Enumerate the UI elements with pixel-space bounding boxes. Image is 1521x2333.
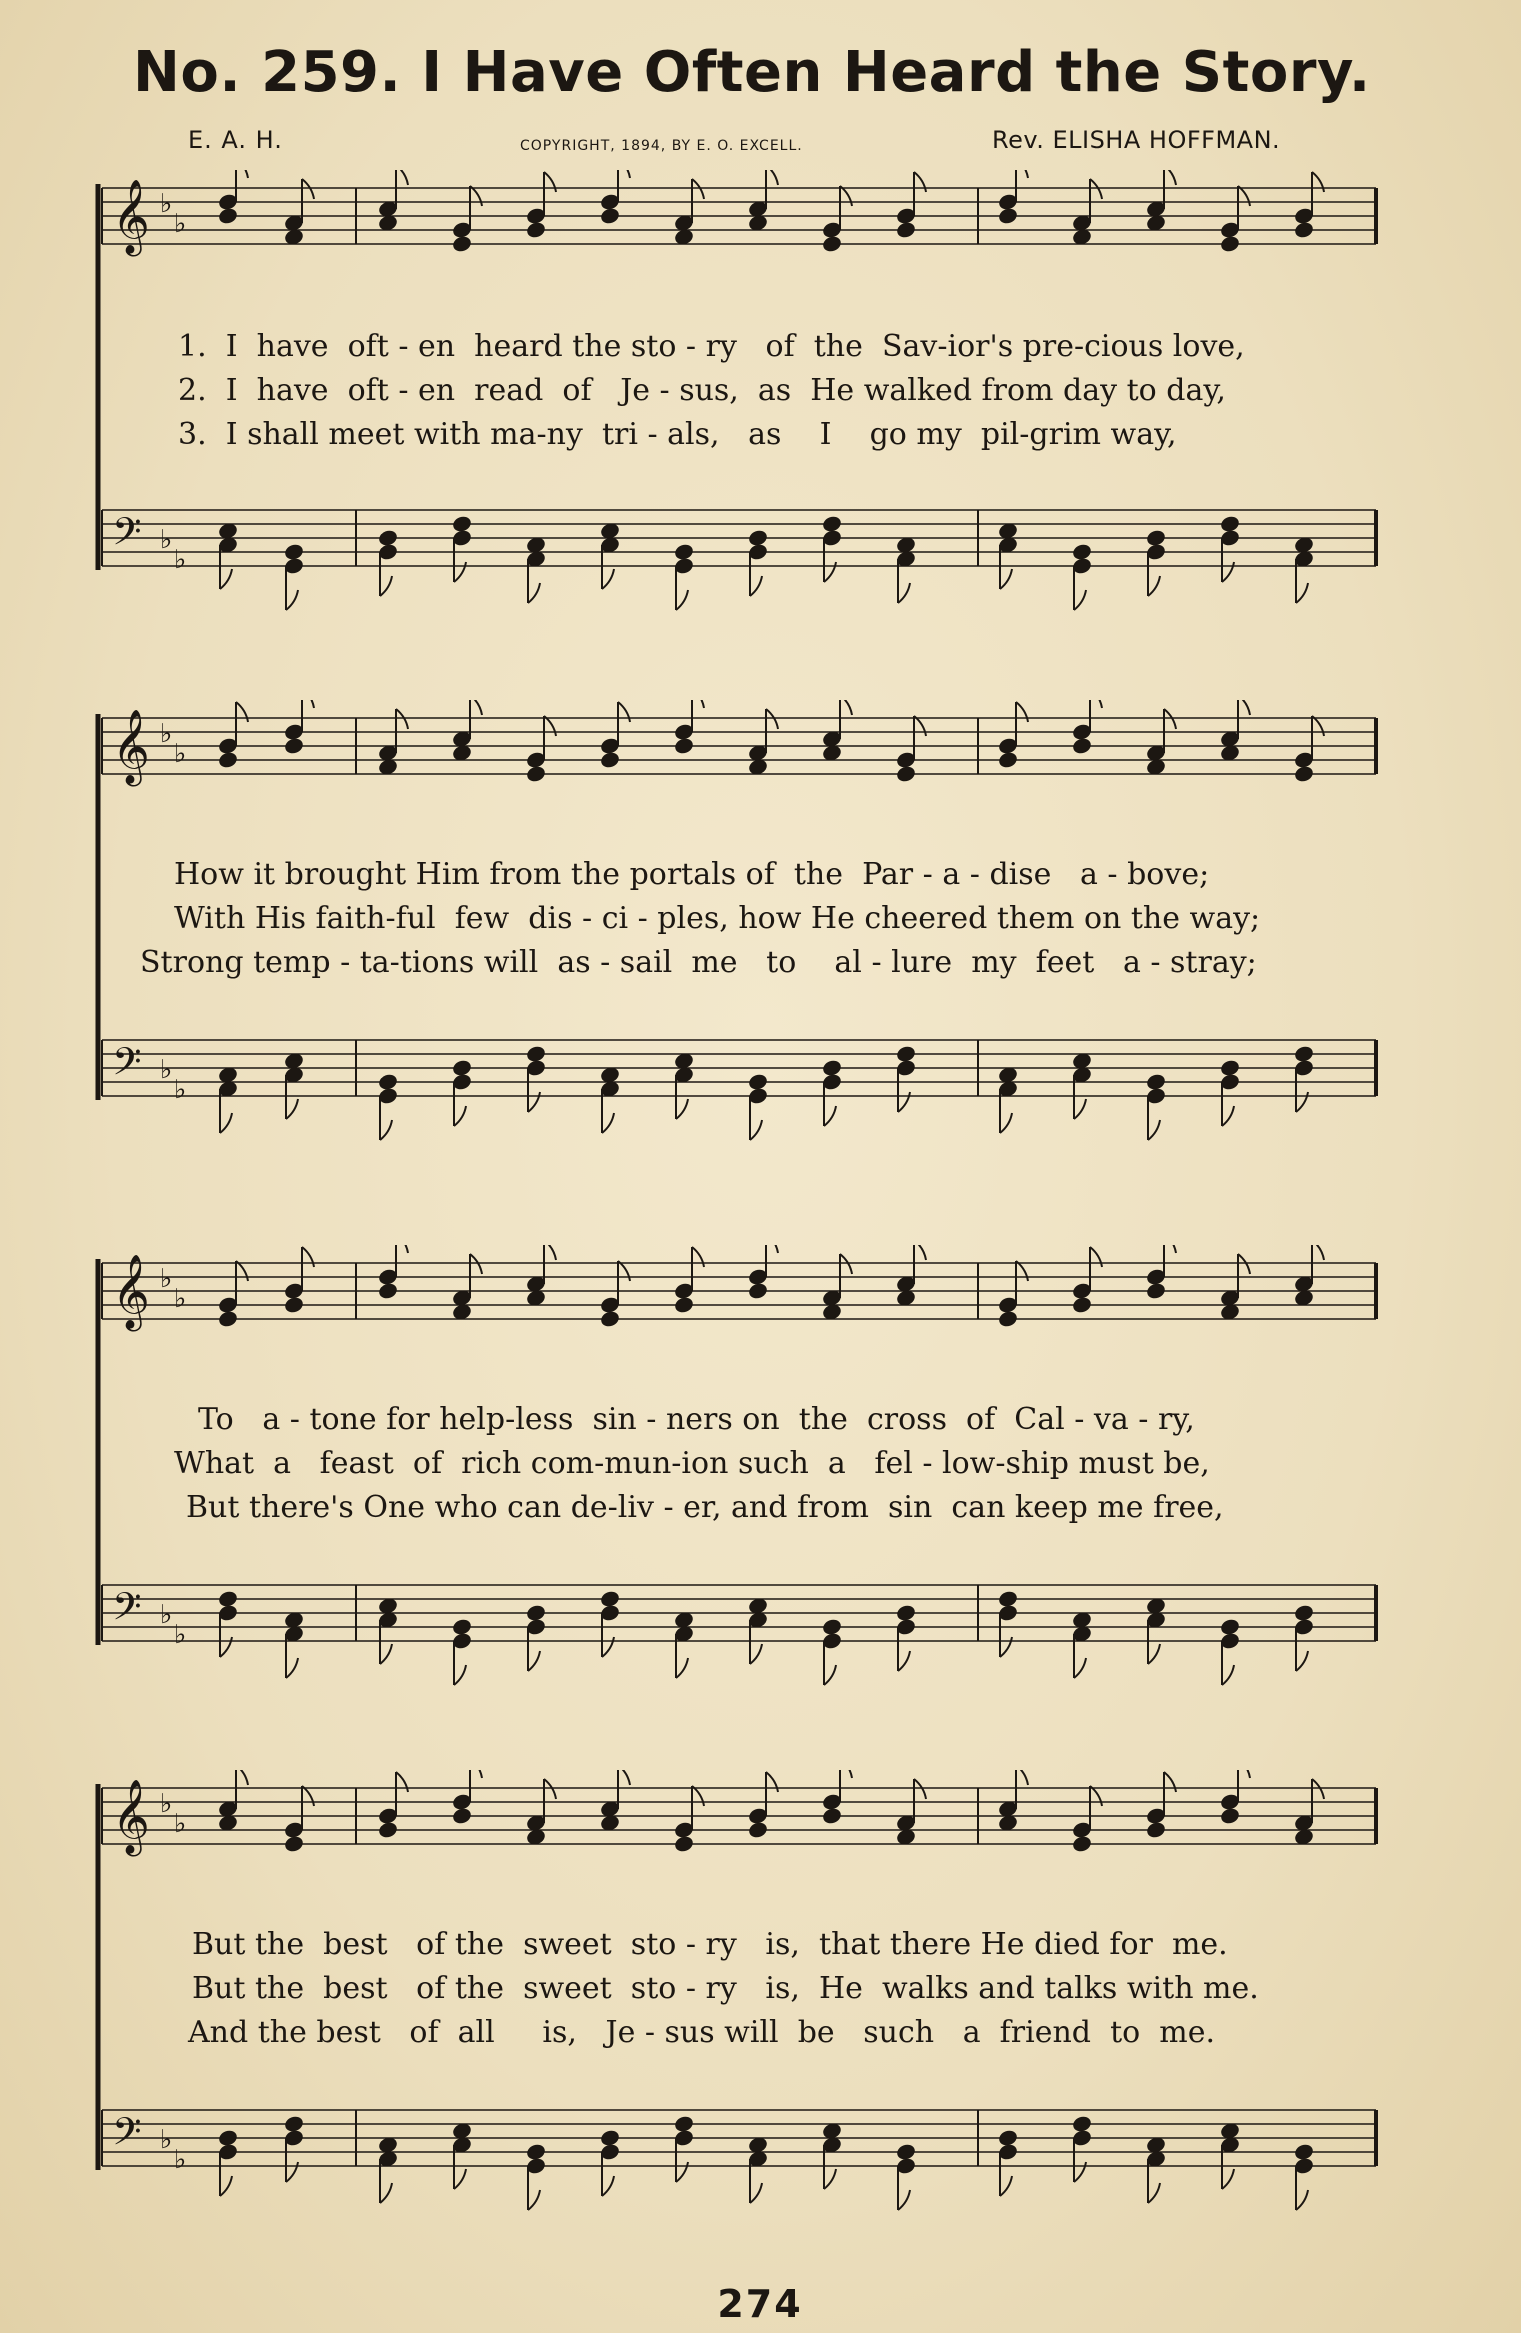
note-flag <box>618 170 630 178</box>
note-head <box>673 1295 695 1314</box>
note-flag <box>824 1665 836 1685</box>
note-flag <box>1016 702 1028 722</box>
note-head <box>451 1617 473 1636</box>
note-flag <box>528 1651 540 1671</box>
note-head <box>377 1072 399 1091</box>
note-flag <box>676 590 688 610</box>
music-system-3 <box>88 1245 1388 1705</box>
note-flag <box>1148 1120 1160 1140</box>
note-flag <box>1312 1245 1324 1260</box>
note-head <box>283 542 305 561</box>
lyric-line-verse-2: With His faith-ful few dis - ci - ples, how He cheered them on the way; <box>174 901 1261 936</box>
note-flag <box>824 1106 836 1126</box>
note-head <box>283 1834 305 1853</box>
note-flag <box>1296 1651 1308 1671</box>
note-flag <box>236 1770 248 1785</box>
note-head <box>451 1806 473 1825</box>
note-head <box>283 736 305 755</box>
note-flag <box>380 1644 392 1664</box>
treble-clef-icon: 𝄞 <box>112 180 150 254</box>
lyric-line-verse-3: And the best of all is, Je - sus will be such a friend to me. <box>188 2015 1216 2050</box>
flat-icon: ♭ <box>174 1620 187 1650</box>
note-flag <box>380 1120 392 1140</box>
hymn-title: No. 259. I Have Often Heard the Story. <box>133 40 1371 105</box>
note-head <box>821 514 843 533</box>
note-flag <box>766 170 778 185</box>
note-flag <box>396 170 408 185</box>
note-flag <box>454 562 466 582</box>
flat-icon: ♭ <box>174 2145 187 2175</box>
note-flag <box>824 562 836 582</box>
note-head <box>1071 2114 1093 2133</box>
note-head <box>1219 1058 1241 1077</box>
note-flag <box>1296 1092 1308 1112</box>
note-flag <box>544 716 556 736</box>
note-flag <box>1074 590 1086 610</box>
note-head <box>997 2128 1019 2147</box>
note-flag <box>618 702 630 722</box>
note-head <box>451 234 473 253</box>
note-flag <box>1090 1247 1102 1267</box>
note-head <box>673 2114 695 2133</box>
bass-clef-icon: 𝄢 <box>112 509 142 563</box>
note-flag <box>220 2176 232 2196</box>
note-flag <box>470 700 482 715</box>
note-flag <box>914 1779 926 1799</box>
note-flag <box>692 1786 704 1806</box>
note-flag <box>454 1106 466 1126</box>
note-flag <box>1074 1099 1086 1119</box>
lyric-line-verse-1: How it brought Him from the portals of the Par - a - dise a - bove; <box>174 857 1210 892</box>
note-flag <box>1090 700 1102 708</box>
treble-clef-icon: 𝄞 <box>112 710 150 784</box>
note-flag <box>286 1658 298 1678</box>
note-head <box>1293 1603 1315 1622</box>
note-flag <box>302 700 314 708</box>
note-flag <box>1016 1261 1028 1281</box>
flat-icon: ♭ <box>160 2125 173 2155</box>
note-head <box>525 220 547 239</box>
note-flag <box>676 1658 688 1678</box>
bass-clef-icon: 𝄢 <box>112 1039 142 1093</box>
note-head <box>599 750 621 769</box>
note-head <box>895 1044 917 1063</box>
note-flag <box>602 2176 614 2196</box>
note-head <box>895 220 917 239</box>
note-flag <box>750 576 762 596</box>
note-flag <box>454 1665 466 1685</box>
note-flag <box>1296 2190 1308 2210</box>
note-flag <box>236 1261 248 1281</box>
note-flag <box>914 1245 926 1260</box>
note-head <box>1071 1295 1093 1314</box>
note-flag <box>470 1770 482 1778</box>
copyright-notice: COPYRIGHT, 1894, BY E. O. EXCELL. <box>520 138 803 154</box>
note-head <box>997 206 1019 225</box>
note-flag <box>286 590 298 610</box>
flat-icon: ♭ <box>160 719 173 749</box>
note-flag <box>1148 576 1160 596</box>
treble-clef-icon: 𝄞 <box>112 1255 150 1329</box>
note-head <box>377 528 399 547</box>
note-head <box>217 206 239 225</box>
note-flag <box>528 583 540 603</box>
note-flag <box>544 172 556 192</box>
flat-icon: ♭ <box>160 1264 173 1294</box>
note-head <box>451 514 473 533</box>
note-flag <box>692 700 704 708</box>
lyric-line-verse-1: To a - tone for help-less sin - ners on the cross of Cal - va - ry, <box>198 1402 1195 1437</box>
note-flag <box>840 1770 852 1778</box>
note-head <box>525 1044 547 1063</box>
note-head <box>821 1058 843 1077</box>
note-flag <box>1148 1644 1160 1664</box>
note-head <box>525 764 547 783</box>
lyric-line-verse-2: What a feast of rich com-mun-ion such a fel - low-ship must be, <box>174 1446 1210 1481</box>
note-flag <box>914 172 926 192</box>
note-head <box>1293 764 1315 783</box>
flat-icon: ♭ <box>160 1789 173 1819</box>
note-flag <box>470 186 482 206</box>
note-flag <box>898 583 910 603</box>
note-head <box>1219 514 1241 533</box>
note-flag <box>302 1786 314 1806</box>
note-flag <box>380 576 392 596</box>
music-system-2 <box>88 700 1388 1160</box>
note-flag <box>380 2183 392 2203</box>
note-flag <box>1000 1637 1012 1657</box>
note-head <box>1293 1044 1315 1063</box>
note-head <box>599 206 621 225</box>
note-head <box>1071 542 1093 561</box>
note-flag <box>544 1779 556 1799</box>
note-flag <box>528 2190 540 2210</box>
note-head <box>1145 1072 1167 1091</box>
note-flag <box>766 1245 778 1253</box>
note-head <box>1219 1617 1241 1636</box>
lyric-line-verse-2: 2. I have oft - en read of Je - sus, as He walked from day to day, <box>178 373 1226 408</box>
music-system-4 <box>88 1770 1388 2230</box>
note-flag <box>544 1245 556 1260</box>
note-head <box>599 1589 621 1608</box>
note-flag <box>692 179 704 199</box>
page-number: 274 <box>717 2282 803 2326</box>
note-flag <box>1164 170 1176 185</box>
note-head <box>599 1309 621 1328</box>
note-flag <box>1000 1113 1012 1133</box>
note-flag <box>236 170 248 178</box>
note-flag <box>618 1261 630 1281</box>
note-flag <box>750 2183 762 2203</box>
note-head <box>451 1058 473 1077</box>
note-flag <box>840 1254 852 1274</box>
note-flag <box>470 1254 482 1274</box>
composer-credit: E. A. H. <box>188 126 283 154</box>
lyric-line-verse-3: 3. I shall meet with ma-ny tri - als, as I go my pil-grim way, <box>178 417 1177 452</box>
note-head <box>217 750 239 769</box>
note-flag <box>396 1772 408 1792</box>
note-flag <box>220 1637 232 1657</box>
note-head <box>673 736 695 755</box>
note-head <box>1071 1834 1093 1853</box>
note-head <box>821 234 843 253</box>
note-head <box>217 1589 239 1608</box>
flat-icon: ♭ <box>160 1600 173 1630</box>
note-flag <box>1222 1665 1234 1685</box>
note-flag <box>750 1120 762 1140</box>
note-flag <box>1000 2176 1012 2196</box>
flat-icon: ♭ <box>160 525 173 555</box>
flat-icon: ♭ <box>174 739 187 769</box>
note-head <box>377 1281 399 1300</box>
note-head <box>997 1309 1019 1328</box>
note-flag <box>766 709 778 729</box>
note-flag <box>220 1113 232 1133</box>
note-flag <box>286 1099 298 1119</box>
note-flag <box>602 1113 614 1133</box>
note-flag <box>1296 583 1308 603</box>
note-head <box>997 1589 1019 1608</box>
note-flag <box>1238 1254 1250 1274</box>
note-flag <box>220 569 232 589</box>
note-flag <box>1164 1245 1176 1253</box>
note-head <box>747 1281 769 1300</box>
note-head <box>1293 220 1315 239</box>
note-flag <box>1016 170 1028 178</box>
note-flag <box>1000 569 1012 589</box>
note-flag <box>1074 2162 1086 2182</box>
note-flag <box>286 2162 298 2182</box>
note-flag <box>602 1637 614 1657</box>
note-head <box>747 1820 769 1839</box>
note-flag <box>1164 709 1176 729</box>
note-head <box>997 750 1019 769</box>
note-flag <box>1222 2169 1234 2189</box>
flat-icon: ♭ <box>174 209 187 239</box>
note-head <box>821 1617 843 1636</box>
note-flag <box>1090 179 1102 199</box>
bass-clef-icon: 𝄢 <box>112 1584 142 1638</box>
note-head <box>283 1295 305 1314</box>
note-flag <box>302 179 314 199</box>
note-flag <box>898 1092 910 1112</box>
note-head <box>747 528 769 547</box>
note-flag <box>1238 1770 1250 1778</box>
note-head <box>747 1072 769 1091</box>
lyric-line-verse-1: 1. I have oft - en heard the sto - ry of the Sav-ior's pre-cious love, <box>178 329 1245 364</box>
note-flag <box>454 2169 466 2189</box>
note-head <box>1219 1806 1241 1825</box>
note-head <box>525 1603 547 1622</box>
note-flag <box>1148 2183 1160 2203</box>
lyric-line-verse-3: Strong temp - ta-tions will as - sail me to al - lure my feet a - stray; <box>140 945 1257 980</box>
note-flag <box>824 2169 836 2189</box>
note-head <box>1145 1820 1167 1839</box>
bass-clef-icon: 𝄢 <box>112 2109 142 2163</box>
note-flag <box>1238 700 1250 715</box>
music-system-1 <box>88 170 1388 630</box>
note-flag <box>1016 1770 1028 1785</box>
note-flag <box>1238 186 1250 206</box>
note-flag <box>1312 172 1324 192</box>
note-flag <box>1312 1779 1324 1799</box>
note-head <box>283 2114 305 2133</box>
note-flag <box>302 1247 314 1267</box>
note-head <box>673 542 695 561</box>
note-flag <box>528 1092 540 1112</box>
note-head <box>895 764 917 783</box>
note-head <box>673 1834 695 1853</box>
flat-icon: ♭ <box>160 189 173 219</box>
note-head <box>821 1806 843 1825</box>
note-head <box>377 1820 399 1839</box>
note-head <box>1219 234 1241 253</box>
note-flag <box>676 2162 688 2182</box>
note-head <box>1293 2142 1315 2161</box>
flat-icon: ♭ <box>160 1055 173 1085</box>
flat-icon: ♭ <box>174 1075 187 1105</box>
note-flag <box>1074 1658 1086 1678</box>
note-head <box>895 1603 917 1622</box>
note-flag <box>1090 1786 1102 1806</box>
note-flag <box>914 716 926 736</box>
note-flag <box>840 186 852 206</box>
lyric-line-verse-2: But the best of the sweet sto - ry is, He walks and talks with me. <box>192 1971 1259 2006</box>
note-flag <box>676 1099 688 1119</box>
note-flag <box>1164 1772 1176 1792</box>
note-flag <box>1222 562 1234 582</box>
note-head <box>895 2142 917 2161</box>
note-flag <box>396 709 408 729</box>
note-flag <box>236 702 248 722</box>
note-flag <box>898 1651 910 1671</box>
note-flag <box>1222 1106 1234 1126</box>
note-head <box>1071 736 1093 755</box>
note-flag <box>840 700 852 715</box>
note-head <box>1145 528 1167 547</box>
note-head <box>217 2128 239 2147</box>
lyric-line-verse-3: But there's One who can de-liv - er, and from sin can keep me free, <box>186 1490 1224 1525</box>
lyric-line-verse-1: But the best of the sweet sto - ry is, that there He died for me. <box>192 1927 1228 1962</box>
note-flag <box>396 1245 408 1253</box>
note-flag <box>618 1770 630 1785</box>
note-head <box>1145 1281 1167 1300</box>
note-flag <box>692 1247 704 1267</box>
note-flag <box>750 1644 762 1664</box>
flat-icon: ♭ <box>174 1284 187 1314</box>
note-head <box>599 2128 621 2147</box>
author-credit: Rev. ELISHA HOFFMAN. <box>992 126 1281 154</box>
note-flag <box>602 569 614 589</box>
flat-icon: ♭ <box>174 545 187 575</box>
note-flag <box>766 1772 778 1792</box>
treble-clef-icon: 𝄞 <box>112 1780 150 1854</box>
note-head <box>217 1309 239 1328</box>
note-flag <box>898 2190 910 2210</box>
flat-icon: ♭ <box>174 1809 187 1839</box>
note-head <box>525 2142 547 2161</box>
note-flag <box>1312 716 1324 736</box>
